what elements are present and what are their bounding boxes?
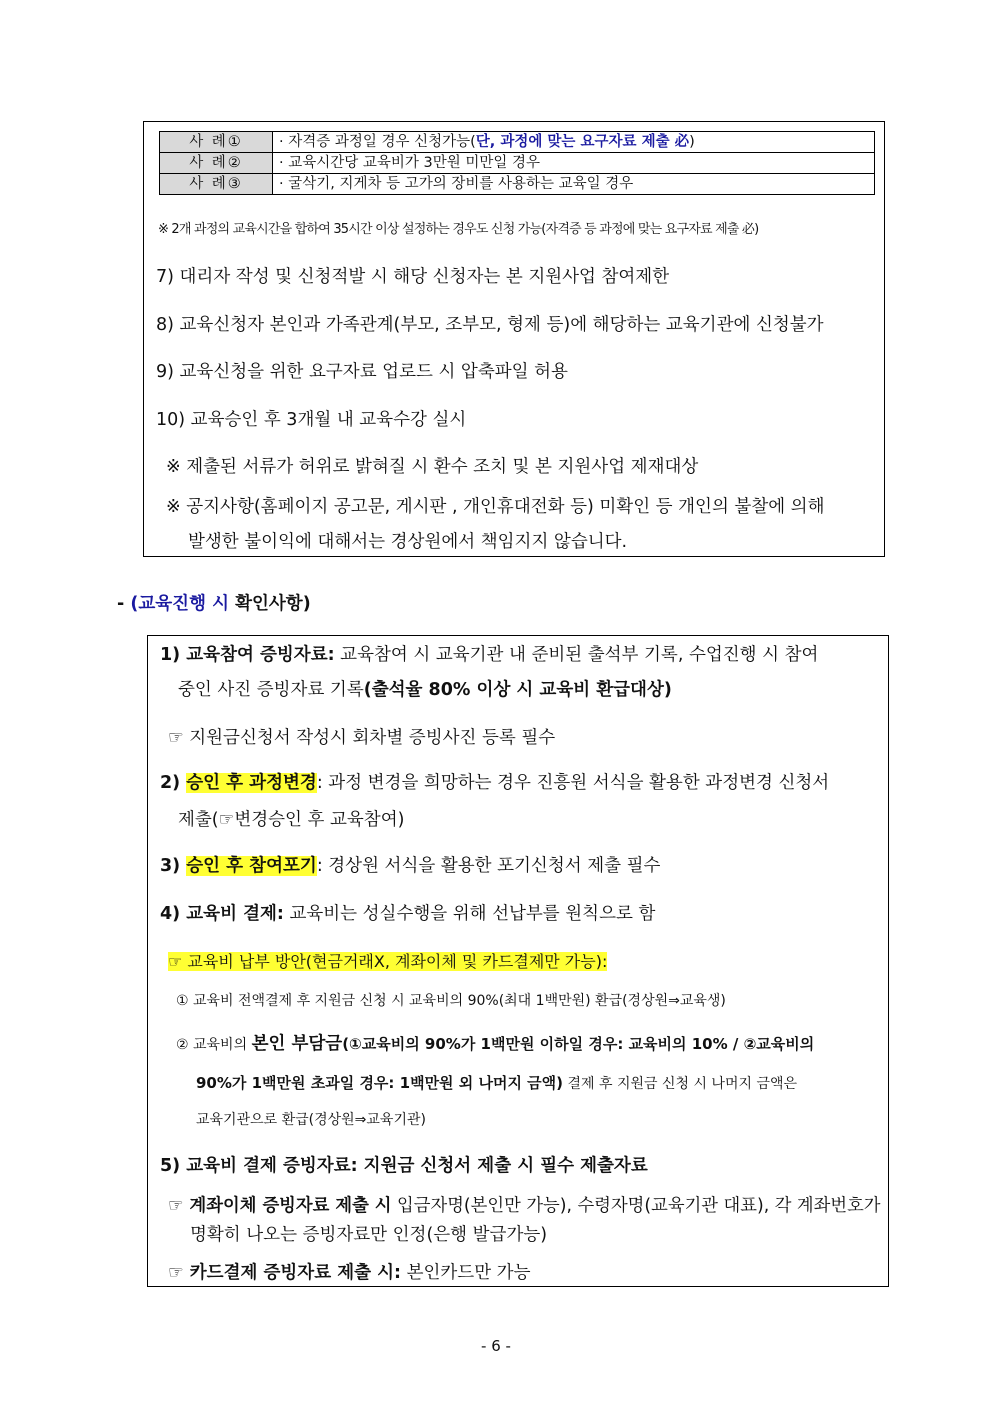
- item-10: 10) 교육승인 후 3개월 내 교육수강 실시: [156, 410, 467, 430]
- item-4: 4) 교육비 결제: 교육비는 성실수행을 위해 선납부를 원칙으로 함: [160, 904, 656, 924]
- item-3: 3) 승인 후 참여포기: 경상원 서식을 활용한 포기신청서 제출 필수: [160, 856, 661, 876]
- case-label: 사 례②: [160, 153, 273, 174]
- item-5-note2: ☞ 카드결제 증빙자료 제출 시: 본인카드만 가능: [168, 1263, 531, 1283]
- table-row: [160, 132, 875, 153]
- case-text: · 자격증 과정일 경우 신청가능(단, 과정에 맞는 요구자료 제출 必): [273, 132, 875, 153]
- item-4-case2-line3: 교육기관으로 환급(경상원⇒교육기관): [196, 1112, 426, 1128]
- note-notice-line2: 발생한 불이익에 대해서는 경상원에서 책임지지 않습니다.: [188, 532, 628, 552]
- table-row: [160, 174, 875, 195]
- item-9: 9) 교육신청을 위한 요구자료 업로드 시 압축파일 허용: [156, 362, 568, 382]
- item-1-note: ☞ 지원금신청서 작성시 회차별 증빙사진 등록 필수: [168, 728, 556, 748]
- item-4-case2: ② 교육비의 본인 부담금(①교육비의 90%가 1백만원 이하일 경우: 교육비의 10% / ②교육비의: [176, 1034, 815, 1054]
- item-5-note1-line2: 명확히 나오는 증빙자료만 인정(은행 발급가능): [190, 1225, 548, 1245]
- item-1: 1) 교육참여 증빙자료: 교육참여 시 교육기관 내 준비된 출석부 기록, 수업진행 시 참여: [160, 645, 819, 665]
- item-4-case1: ① 교육비 전액결제 후 지원금 신청 시 교육비의 90%(최대 1백만원) 환급(경상원⇒교육생): [176, 993, 726, 1009]
- item-5-note1: ☞ 계좌이체 증빙자료 제출 시 입금자명(본인만 가능), 수령자명(교육기관 대표), 각 계좌번호가: [168, 1196, 881, 1216]
- case-label: 사 례①: [160, 132, 273, 153]
- item-1-line2: 중인 사진 증빙자료 기록(출석율 80% 이상 시 교육비 환급대상): [178, 680, 672, 700]
- note-notice-line1: ※ 공지사항(홈페이지 공고문, 게시판 , 개인휴대전화 등) 미확인 등 개인의 불찰에 의해: [166, 497, 825, 517]
- case-text: · 교육시간당 교육비가 3만원 미만일 경우: [273, 153, 875, 174]
- item-5: 5) 교육비 결제 증빙자료: 지원금 신청서 제출 시 필수 제출자료: [160, 1156, 648, 1176]
- case-text: · 굴삭기, 지게차 등 고가의 장비를 사용하는 교육일 경우: [273, 174, 875, 195]
- page-number: - 6 -: [481, 1337, 511, 1355]
- cases-table: [159, 131, 875, 195]
- item-4-case2-line2: 90%가 1백만원 초과일 경우: 1백만원 외 나머지 금액) 결제 후 지원금 신청 시 나머지 금액은: [196, 1074, 798, 1092]
- item-4-note: ☞ 교육비 납부 방안(현금거래X, 계좌이체 및 카드결제만 가능):: [168, 952, 608, 971]
- section-title: - (교육진행 시 확인사항): [117, 594, 311, 614]
- item-2: 2) 승인 후 과정변경: 과정 변경을 희망하는 경우 진흥원 서식을 활용한 과정변경 신청서: [160, 773, 830, 793]
- case-label: 사 례③: [160, 174, 273, 195]
- note-false-docs: ※ 제출된 서류가 허위로 밝혀질 시 환수 조치 및 본 지원사업 제재대상: [166, 457, 699, 477]
- note-hours: ※ 2개 과정의 교육시간을 합하여 35시간 이상 설정하는 경우도 신청 가능(자격증 등 과정에 맞는 요구자료 제출 必): [158, 222, 759, 237]
- item-8: 8) 교육신청자 본인과 가족관계(부모, 조부모, 형제 등)에 해당하는 교육기관에 신청불가: [156, 315, 824, 335]
- table-row: [160, 153, 875, 174]
- item-2-line2: 제출(☞변경승인 후 교육참여): [178, 810, 405, 830]
- item-7: 7) 대리자 작성 및 신청적발 시 해당 신청자는 본 지원사업 참여제한: [156, 267, 670, 287]
